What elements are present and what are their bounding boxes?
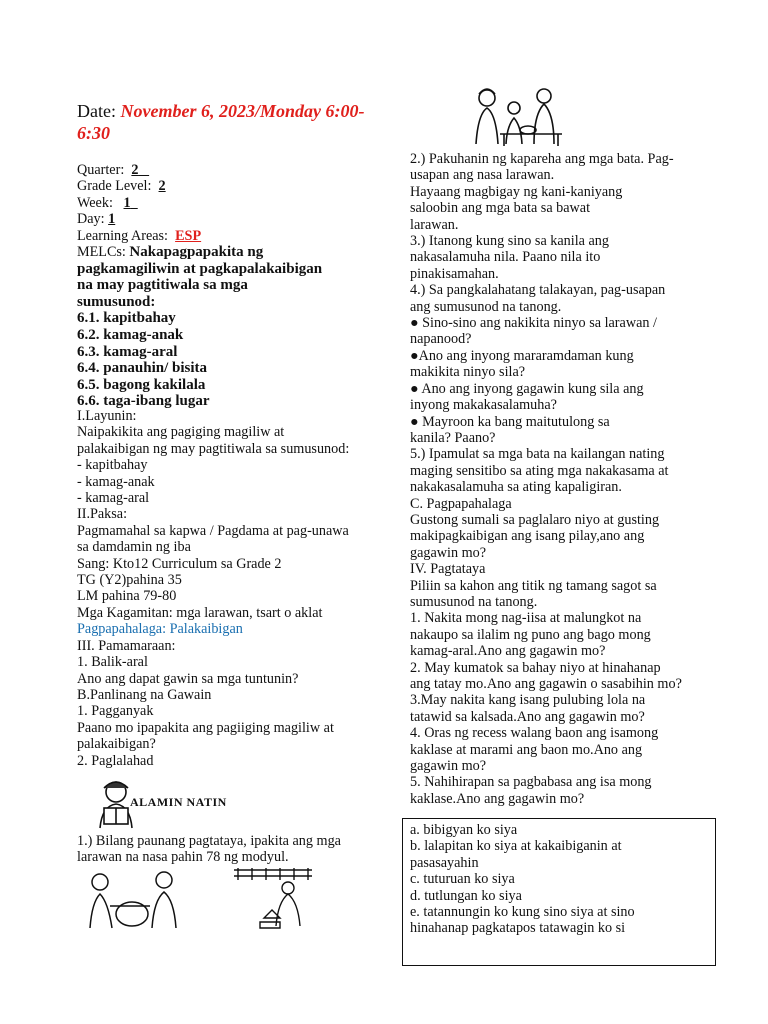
body-line: 3.May nakita kang isang pulubing lola na (410, 692, 646, 709)
melcs-row: MELCs: Nakapagpapakita ng (77, 244, 264, 261)
body-line: ●Ano ang inyong mararamdaman kung (410, 347, 634, 364)
day-value: 1 (108, 211, 116, 228)
choice-item: e. tatannungin ko kung sino siya at sino (410, 904, 635, 921)
grade-row: Grade Level: 2 (77, 178, 166, 195)
areas-row: Learning Areas: ESP (77, 227, 202, 244)
melc-item: 6.6. taga-ibang lugar (77, 393, 210, 410)
body-line: Piliin sa kahon ang titik ng tamang sagot sa (410, 577, 657, 594)
body-line: usapan ang nasa larawan. (410, 167, 555, 184)
old-woman-clipart (232, 866, 314, 930)
choice-item: hinahanap pagkatapos tatawagin ko si (410, 920, 626, 937)
body-line: ● Ano ang inyong gagawin kung sila ang (410, 380, 644, 397)
body-line: maging sensitibo sa ating mga nakakasama at (410, 462, 669, 479)
melc-item: 6.2. kamag-anak (77, 327, 184, 343)
choice-item: c. tuturuan ko siya (410, 871, 515, 888)
body-line: 3.) Itanong kung sino sa kanila ang (410, 233, 609, 250)
body-line: napanood? (410, 331, 472, 348)
answer-choices-box (402, 818, 716, 966)
date-header (77, 100, 397, 144)
body-line: Ano ang dapat gawin sa mga tuntunin? (77, 670, 299, 687)
body-line: I.Layunin: (77, 408, 137, 424)
body-line: palakaibigan ng may pagtitiwala sa sumusunod: (77, 440, 350, 457)
body-line: 4. Oras ng recess walang baon ang isamong (410, 725, 659, 742)
body-line: Mga Kagamitan: mga larawan, tsart o aklat (77, 604, 323, 621)
lesson-meta (77, 162, 397, 410)
body-line: III. Pamamaraan: (77, 637, 176, 654)
body-line: II.Paksa: (77, 506, 128, 523)
quarter-row: Quarter: 2 (77, 162, 139, 178)
body-line: B.Panlinang na Gawain (77, 686, 212, 703)
melc-line: pagkamagiliwin at pagkapalakaibigan (77, 260, 323, 277)
alamin-natin-label: ALAMIN NATIN (130, 795, 227, 809)
body-line: Paano mo ipapakita ang pagiiging magiliw at (77, 719, 334, 736)
date-value: November 6, 2023/Monday 6:00- (120, 101, 365, 121)
choice-item: a. bibigyan ko siya (410, 822, 518, 838)
body-line: sumusunod na tanong. (410, 593, 538, 610)
body-line: nakaupo sa ilalim ng puno ang bago mong (410, 626, 651, 643)
body-line: palakaibigan? (77, 736, 156, 753)
week-value: 1 (123, 194, 131, 211)
melc-item: 6.4. panauhin/ bisita (77, 360, 208, 377)
choice-item: pasasayahin (410, 854, 479, 871)
quarter-value: 2 (131, 162, 139, 178)
body-line: pinakisamahan. (410, 265, 499, 282)
body-line: kaklase at marami ang baon mo.Ano ang (410, 741, 643, 758)
week-row: Week: 1 (77, 194, 131, 211)
body-line: 5. Nahihirapan sa pagbabasa ang isa mong (410, 774, 652, 791)
melc-line: na may pagtitiwala sa mga (77, 277, 248, 294)
body-line: 2.) Pakuhanin ng kapareha ang mga bata. Pag- (410, 151, 674, 167)
body-line: 1. Pagganyak (77, 703, 154, 720)
body-line: sa damdamin ng iba (77, 539, 191, 556)
body-line: kaklase.Ano ang gagawin mo? (410, 790, 585, 807)
lesson-body-right (410, 151, 715, 807)
body-line: Hayaang magbigay ng kani-kaniyang (410, 183, 623, 200)
body-line: nakakasalamuha sa ating kapaligiran. (410, 479, 622, 496)
date-label: Date: (77, 101, 116, 121)
areas-value: ESP (175, 227, 202, 244)
choice-item: d. tutlungan ko siya (410, 887, 522, 904)
day-row: Day: 1 (77, 211, 116, 228)
body-line: TG (Y2)pahina 35 (77, 572, 182, 589)
choice-item: b. lalapitan ko siya at kakaibiganin at (410, 838, 622, 855)
body-line: gagawin mo? (410, 758, 487, 775)
body-line: kamag-aral.Ano ang gagawin mo? (410, 643, 606, 660)
family-clipart (470, 86, 566, 148)
body-line: larawan. (410, 216, 459, 233)
body-line: C. Pagpapahalaga (410, 495, 512, 512)
melc-item: 6.5. bagong kakilala (77, 376, 206, 393)
grade-value: 2 (158, 178, 166, 195)
body-line: nakasalamuha nila. Paano nila ito (410, 249, 601, 266)
body-line: larawan na nasa pahin 78 ng modyul. (77, 849, 289, 866)
lesson-body-left (77, 408, 397, 769)
melc-line: sumusunod: (77, 293, 156, 310)
body-line: makipagkaibigan ang isang pilay,ano ang (410, 528, 645, 545)
children-playing-clipart (82, 868, 186, 932)
body-line: saloobin ang mga bata sa bawat (410, 200, 591, 217)
body-line: tatawid sa kalsada.Ano ang gagawin mo? (410, 708, 645, 725)
body-line: - kamag-aral (77, 490, 150, 507)
alamin-natin-banner (90, 778, 240, 830)
body-line: 2. Paglalahad (77, 752, 154, 769)
body-line: - kapitbahay (77, 457, 148, 474)
body-line: Sang: Kto12 Curriculum sa Grade 2 (77, 555, 282, 572)
body-line: kanila? Paano? (410, 429, 496, 446)
body-line: Pagmamahal sa kapwa / Pagdama at pag-unawa (77, 522, 349, 539)
body-line: makikita ninyo sila? (410, 364, 526, 381)
body-line: Naipakikita ang pagiging magiliw at (77, 424, 285, 441)
melc-item: 6.3. kamag-aral (77, 343, 178, 360)
body-line: 1. Balik-aral (77, 654, 148, 671)
body-line: ang tatay mo.Ano ang gagawin o sasabihin mo? (410, 676, 682, 692)
body-line: inyong makakasalamuha? (410, 397, 557, 414)
body-line: LM pahina 79-80 (77, 588, 177, 605)
body-line: 5.) Ipamulat sa mga bata na kailangan nating (410, 446, 665, 463)
body-line: 1.) Bilang paunang pagtataya, ipakita ang mga (77, 833, 341, 849)
body-line: ang sumusunod na tanong. (410, 298, 562, 315)
values-line: Pagpapahalaga: Palakaibigan (77, 621, 243, 638)
melc-item: 6.1. kapitbahay (77, 310, 176, 327)
body-line: 1. Nakita mong nag-iisa at malungkot na (410, 610, 642, 627)
body-line: Gustong sumali sa paglalaro niyo at gusting (410, 511, 660, 528)
body-line: 4.) Sa pangkalahatang talakayan, pag-usapan (410, 282, 666, 299)
body-line: IV. Pagtataya (410, 561, 486, 578)
body-line: ● Mayroon ka bang maitutulong sa (410, 413, 610, 430)
body-line: - kamag-anak (77, 473, 155, 490)
body-line: gagawin mo? (410, 544, 487, 561)
date-time-end: 6:30 (77, 123, 110, 143)
lesson-body-left-bottom (77, 833, 397, 866)
body-line: ● Sino-sino ang nakikita ninyo sa larawan / (410, 315, 657, 332)
body-line: 2. May kumatok sa bahay niyo at hinahanap (410, 659, 661, 676)
